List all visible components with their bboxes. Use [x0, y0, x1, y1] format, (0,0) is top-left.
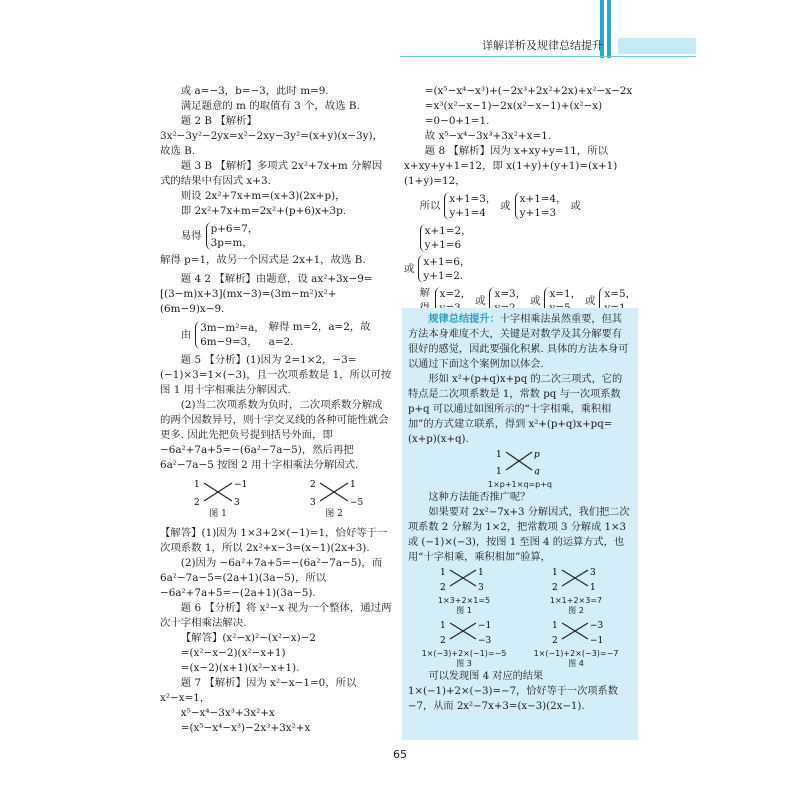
text-line: 即 2x²+7x+m=2x²+(p+6)x+3p.: [180, 205, 347, 217]
svg-text:−1: −1: [478, 621, 492, 631]
text: 易得: [180, 229, 202, 242]
caption: 图 3: [456, 659, 472, 668]
figure-equation: 1×(−1)+2×(−3)=−7: [533, 649, 619, 658]
left-column: [160, 84, 392, 736]
equation-systems: [404, 192, 636, 252]
problem-7: 题 7 【解析】因为 x²−x−1=0，所以 x²−x=1，: [160, 677, 357, 704]
figure-1: [178, 477, 258, 522]
label: 1: [194, 480, 200, 490]
svg-text:1: 1: [478, 568, 484, 578]
brace: [206, 222, 259, 250]
problem-6: 题 6 【分析】将 x²−x 视为一个整体，通过两次十字相乘法解决.: [160, 602, 392, 629]
page-header: 详解详析及规律总结提升: [482, 39, 603, 52]
caption: 图 2: [568, 606, 584, 615]
figure-pq: [408, 447, 632, 490]
equation-system: [160, 320, 392, 350]
summary-para: 规律总结提升：十字相乘法虽然重要，但其方法本身难度不大，关键是对数学及其分解要有很好的感觉，因此要强化积累. 具体的方法本身可以通过下面这个案例加以体会.: [408, 313, 629, 370]
or-text: 或: [570, 199, 581, 212]
svg-text:−3: −3: [478, 636, 492, 644]
text: 所以: [419, 199, 441, 212]
brace: x=2，: [435, 287, 472, 315]
eq: 3p=m，: [210, 237, 253, 249]
or-text: 或: [500, 199, 511, 212]
brace: x=5，: [599, 287, 636, 315]
figure-equation: 1×3+2×1=5: [437, 596, 491, 605]
right-column: [404, 84, 636, 319]
page-number: 65: [393, 748, 407, 761]
equation-system: [160, 222, 392, 250]
svg-text:1: 1: [496, 467, 502, 475]
text-line: 或 a=−3，b=−3，此时 m=9.: [180, 85, 329, 97]
svg-text:2: 2: [440, 636, 446, 644]
cross-figure-1: [408, 565, 520, 616]
label: 3: [310, 498, 316, 507]
svg-text:1: 1: [590, 583, 596, 591]
cross-diagram: [434, 565, 494, 591]
text: 由: [180, 328, 192, 341]
or-text: 或: [585, 294, 596, 307]
text-line: =(x⁵−x⁴−x³)+(−2x³+2x²+2x)+x²−x−2x: [424, 85, 633, 97]
label: 1: [350, 480, 356, 490]
figure-row: [160, 477, 392, 522]
svg-text:2: 2: [440, 583, 446, 591]
problem-2: 题 2 B 【解析】3x²−3y²−2yx=x²−2xy−3y²=(x+y)(x−3y)，故选 B.: [160, 115, 383, 157]
label: 3: [234, 498, 240, 507]
problem-4: 题 4 2 【解析】由题意，设 ax²+3x−9=[(3−m)x+3](mx−3)=(3m−m²)x²+(6m−9)x−9.: [160, 273, 373, 315]
cross-diagram: [546, 565, 606, 591]
brace: [195, 321, 264, 349]
figure-grid: [408, 565, 632, 669]
label: −1: [234, 480, 248, 490]
svg-text:1: 1: [440, 568, 446, 578]
cross-diagram: [546, 618, 606, 644]
label: −5: [350, 498, 364, 507]
figure-2: [294, 477, 374, 522]
svg-text:−3: −3: [590, 621, 604, 631]
caption: 图 1: [456, 606, 472, 615]
cross-diagram: [188, 477, 248, 507]
cross-figure-2: [520, 565, 632, 616]
svg-text:1: 1: [496, 450, 502, 460]
cross-diagram: [490, 447, 550, 475]
caption: 1×p+1×q=p+q: [487, 480, 552, 489]
figure-equation: 1×(−3)+2×(−1)=−5: [421, 649, 507, 658]
or-text: 或: [530, 294, 541, 307]
brace: x=1，: [544, 287, 581, 315]
svg-text:2: 2: [552, 636, 558, 644]
summary-para: 如果要对 2x²−7x+3 分解因式，我们把二次项系数 2 分解为 1×2，把常数项 3 分解成 1×3 或 (−1)×(−3)，按图 1 至图 4 的运算方式，也用“十字相乘，乘积相加”验算，: [408, 507, 630, 563]
brace: x+1=3， y+1=4: [444, 192, 496, 220]
text-line: 则设 2x²+7x+m=(x+3)(2x+p)，: [180, 190, 346, 202]
text-line: 【解答】(x²−x)²−(x²−x)−2: [180, 632, 316, 644]
cross-figure-3: [408, 618, 520, 669]
text-line: 满足题意的 m 的取值有 3 个，故选 B.: [180, 100, 360, 112]
text-block: (2)当二次项系数为负时，二次项系数分解成的两个因数异号，则十字交叉线的各种可能性就会更多. 因此先把负号提到括号外面，即 −6a²+7a+5=−(6a²−7a−5)，然后再把 6a²−7a−5 按图 2 用十字相乘法分解因式.: [160, 399, 389, 471]
svg-text:1: 1: [552, 621, 558, 631]
label: 2: [310, 480, 316, 490]
svg-text:1: 1: [552, 568, 558, 578]
summary-para: 这种方法能否推广呢？: [428, 492, 531, 503]
text-line: x⁵−x⁴−3x³+3x²+x: [180, 707, 275, 719]
summary-title: 规律总结提升：: [428, 313, 500, 325]
svg-text:p: p: [534, 450, 540, 460]
svg-text:3: 3: [590, 568, 596, 578]
text-block: 【解答】(1)因为 1×3+2×(−1)=1，恰好等于一次项系数 1，所以 2x²+x−3=(x−1)(2x+3).: [160, 527, 388, 554]
caption: 图 1: [209, 509, 227, 519]
svg-text:3: 3: [478, 583, 484, 591]
cross-diagram: [434, 618, 494, 644]
caption: 图 4: [568, 659, 584, 668]
text-line: 解得 p=1，故另一个因式是 2x+1，故选 B.: [160, 254, 366, 266]
eq: 3m−m²=a，: [200, 322, 265, 334]
svg-text:q: q: [534, 467, 540, 475]
eq: p+6=7，: [210, 223, 259, 235]
text-line: =x³(x²−x−1)−2x(x²−x−1)+(x²−x): [424, 100, 603, 112]
summary-para: 形如 x²+(p+q)x+pq 的二次三项式，它的特点是二次项系数是 1，常数 pq 与一次项系数 p+q 可以通过如图所示的“十字相乘，乘积相加”的方式建立联系，得到 x²+(p+q)x+pq=(x+p)(x+q).: [408, 374, 623, 445]
brace: x+1=4， y+1=3: [515, 192, 567, 220]
problem-3: 题 3 B 【解析】多项式 2x²+7x+m 分解因式的结果中有因式 x+3.: [160, 160, 383, 187]
brace: x=3，: [489, 287, 526, 315]
svg-text:1: 1: [440, 621, 446, 631]
brace: x+1=6， y+1=2.: [418, 255, 470, 283]
header-line: [400, 56, 696, 57]
cross-diagram: [304, 477, 364, 507]
summary-para: 可以发现图 4 对应的结果 1×(−1)+2×(−3)=−7，恰好等于一次项系数 −7，从而 2x²−7x+3=(x−3)(2x−1).: [408, 671, 618, 712]
text-block: (2)因为 −6a²+7a+5=−(6a²−7a−5)，而 6a²−7a−5=(2a+1)(3a−5)，所以 −6a²+7a+5=−(2a+1)(3a−5).: [160, 557, 383, 599]
equation-systems: [404, 255, 636, 283]
text-line: =0−0+1=1.: [424, 115, 490, 127]
text: 解得 m=2，a=2，故 a=2.: [268, 321, 371, 348]
caption: 图 2: [325, 509, 343, 519]
header-block: [618, 38, 696, 54]
eq: 6m−9=3，: [200, 336, 258, 348]
problem-8: 题 8 【解析】因为 x+xy+y=11，所以 x+xy+y+1=12，即 x(1+y)+(y+1)=(x+1)(1+y)=12，: [404, 145, 618, 187]
summary-box: [402, 308, 638, 740]
or-text: 或: [404, 262, 415, 275]
text-line: =(x−2)(x+1)(x²−x+1).: [180, 662, 300, 674]
problem-5: 题 5 【分析】(1)因为 2=1×2，−3=(−1)×3=1×(−3)，且一次项系数是 1，所以可按图 1 用十字相乘法分解因式.: [160, 354, 392, 396]
text: 解: [419, 287, 430, 299]
cross-figure-4: [520, 618, 632, 669]
svg-text:−1: −1: [590, 636, 604, 644]
or-text: 或: [475, 294, 486, 307]
brace: x+1=2， y+1=6: [420, 224, 472, 252]
label: 2: [194, 498, 200, 507]
text-line: =(x⁵−x⁴−x³)−2x³+3x²+x: [180, 722, 311, 734]
svg-text:2: 2: [552, 583, 558, 591]
text-line: 故 x⁵−x⁴−3x³+3x²+x=1.: [424, 130, 552, 142]
text-line: =(x²−x−2)(x²−x+1): [180, 647, 286, 659]
figure-equation: 1×1+2×3=7: [549, 596, 603, 605]
